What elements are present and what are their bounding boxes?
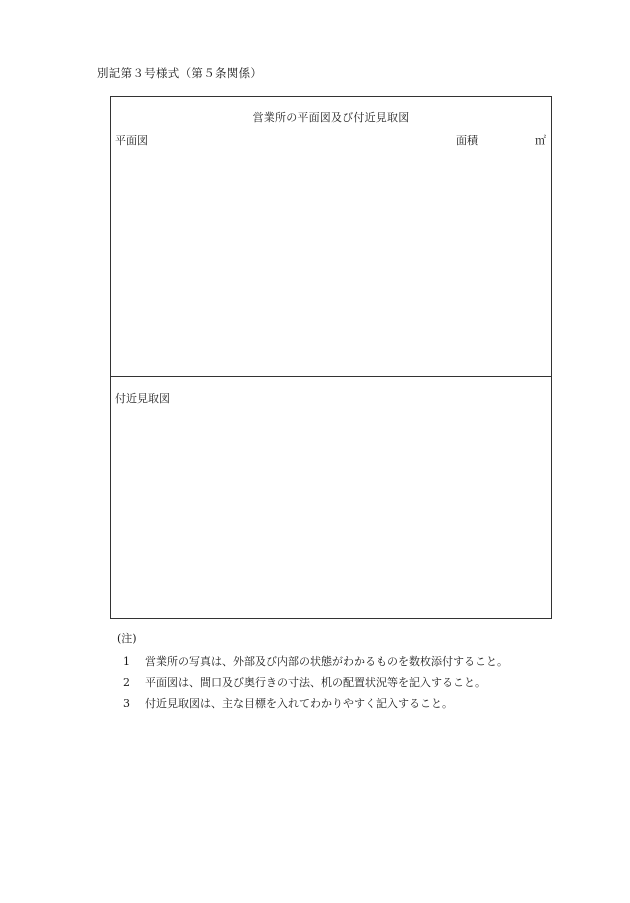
notes-section bbox=[117, 630, 557, 717]
note-text: 営業所の写真は、外部及び内部の状態がわかるものを数枚添付すること。 bbox=[145, 655, 508, 668]
note-number: 2 bbox=[123, 676, 130, 689]
note-item bbox=[117, 654, 557, 670]
note-item bbox=[117, 696, 557, 712]
drawing-frame bbox=[110, 96, 552, 619]
note-text: 付近見取図は、主な目標を入れてわかりやすく記入すること。 bbox=[145, 697, 453, 710]
vicinity-map-label: 付近見取図 bbox=[115, 392, 170, 405]
note-number: 1 bbox=[123, 655, 130, 668]
floor-plan-label: 平面図 bbox=[115, 134, 148, 147]
area-label: 面積 bbox=[456, 134, 478, 147]
note-number: 3 bbox=[123, 697, 130, 710]
note-text: 平面図は、間口及び奥行きの寸法、机の配置状況等を記入すること。 bbox=[145, 676, 486, 689]
form-number-label: 別記第３号様式（第５条関係） bbox=[97, 66, 263, 80]
note-item bbox=[117, 675, 557, 691]
area-unit: ㎡ bbox=[535, 134, 546, 147]
notes-title: (注) bbox=[117, 632, 137, 645]
box-title: 営業所の平面図及び付近見取図 bbox=[252, 111, 410, 124]
section-divider bbox=[111, 376, 551, 377]
